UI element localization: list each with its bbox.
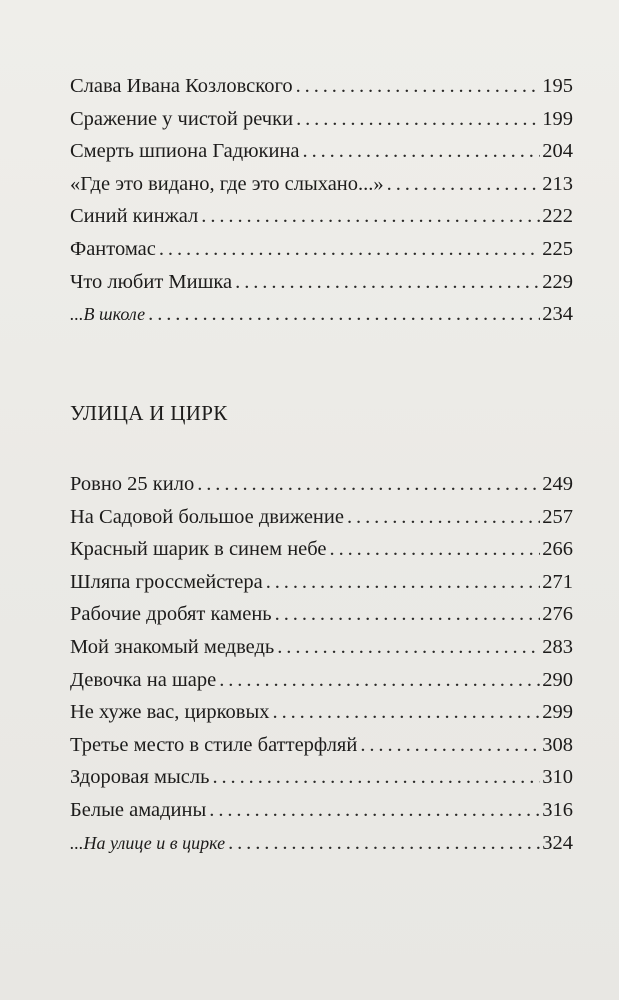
toc-entry-page-number: 310 (542, 766, 573, 789)
toc-entry (70, 794, 573, 827)
toc-entry (70, 103, 573, 136)
toc-entry-title: Сражение у чистой речки (70, 107, 294, 130)
toc-entry-title: Шляпа гроссмейстера (70, 570, 263, 593)
dot-leader (360, 729, 540, 762)
dot-leader (201, 200, 540, 233)
toc-entry-page-number: 299 (542, 701, 573, 724)
toc-entry-title: Третье место в стиле баттерфляй (70, 733, 358, 756)
toc-entry-page-number: 271 (542, 570, 573, 593)
toc-entry (70, 233, 573, 266)
toc-entry (70, 70, 573, 103)
toc-entry (70, 298, 573, 331)
toc-entry (70, 266, 573, 299)
toc-entry-page-number: 257 (542, 505, 573, 528)
toc-entry-title: Мой знакомый медведь (70, 635, 275, 658)
toc-entry-title: На Садовой большое движение (70, 505, 344, 528)
toc-entry-page-number: 225 (542, 237, 573, 260)
toc-entry (70, 200, 573, 233)
toc-entry-page-number: 195 (542, 75, 573, 97)
dot-leader (347, 501, 540, 534)
toc-entry-page-number: 308 (542, 733, 573, 756)
toc-entry-page-number: 234 (542, 303, 573, 326)
toc-entry-page-number: 222 (542, 205, 573, 228)
dot-leader (228, 827, 540, 860)
section-heading: УЛИЦА И ЦИРК (70, 401, 228, 425)
dot-leader (296, 103, 540, 136)
toc-entry-title: ...На улице и в цирке (70, 832, 226, 853)
dot-leader (273, 696, 541, 729)
dot-leader (235, 266, 540, 299)
toc-entry-page-number: 213 (542, 172, 573, 195)
toc-entry-page-number: 276 (542, 603, 573, 626)
toc-entry (70, 761, 573, 794)
table-of-contents-part-1 (70, 70, 573, 331)
toc-entry (70, 566, 573, 599)
toc-entry-page-number: 316 (542, 798, 573, 821)
toc-entry (70, 533, 573, 566)
dot-leader (219, 664, 540, 697)
toc-entry-title: Ровно 25 кило (70, 473, 195, 495)
dot-leader (148, 298, 540, 331)
toc-entry (70, 631, 573, 664)
dot-leader (266, 566, 541, 599)
toc-entry (70, 729, 573, 762)
dot-leader (330, 533, 541, 566)
toc-entry-title: Белые амадины (70, 798, 207, 821)
dot-leader (277, 631, 540, 664)
toc-entry-title: Синий кинжал (70, 205, 199, 228)
toc-entry (70, 501, 573, 534)
table-of-contents-part-2 (70, 468, 573, 859)
toc-entry (70, 598, 573, 631)
toc-entry-title: ...В школе (70, 304, 146, 325)
toc-entry-page-number: 199 (542, 107, 573, 130)
dot-leader (275, 598, 541, 631)
toc-entry (70, 135, 573, 168)
dot-leader (296, 70, 541, 103)
dot-leader (212, 761, 540, 794)
toc-entry-title: Не хуже вас, цирковых (70, 701, 270, 724)
toc-entry-title: Что любит Мишка (70, 270, 233, 293)
toc-entry-page-number: 249 (542, 473, 573, 495)
toc-entry (70, 168, 573, 201)
toc-entry-page-number: 204 (542, 140, 573, 163)
toc-entry-title: «Где это видано, где это слыхано...» (70, 172, 384, 195)
toc-entry (70, 696, 573, 729)
toc-entry (70, 468, 573, 501)
toc-entry-title: Фантомас (70, 237, 156, 260)
toc-entry-title: Девочка на шаре (70, 668, 217, 691)
toc-entry-page-number: 229 (542, 270, 573, 293)
toc-entry-title: Красный шарик в синем небе (70, 538, 327, 561)
toc-entry-page-number: 290 (542, 668, 573, 691)
toc-entry-page-number: 283 (542, 635, 573, 658)
toc-entry (70, 664, 573, 697)
dot-leader (303, 135, 541, 168)
dot-leader (387, 168, 541, 201)
toc-entry-title: Смерть шпиона Гадюкина (70, 140, 300, 163)
toc-entry-title: Слава Ивана Козловского (70, 75, 293, 97)
toc-entry-title: Рабочие дробят камень (70, 603, 272, 626)
dot-leader (209, 794, 540, 827)
dot-leader (197, 468, 540, 501)
toc-entry-page-number: 266 (542, 538, 573, 561)
toc-entry-title: Здоровая мысль (70, 766, 210, 789)
toc-entry-page-number: 324 (542, 831, 573, 854)
dot-leader (159, 233, 540, 266)
toc-entry (70, 827, 573, 860)
